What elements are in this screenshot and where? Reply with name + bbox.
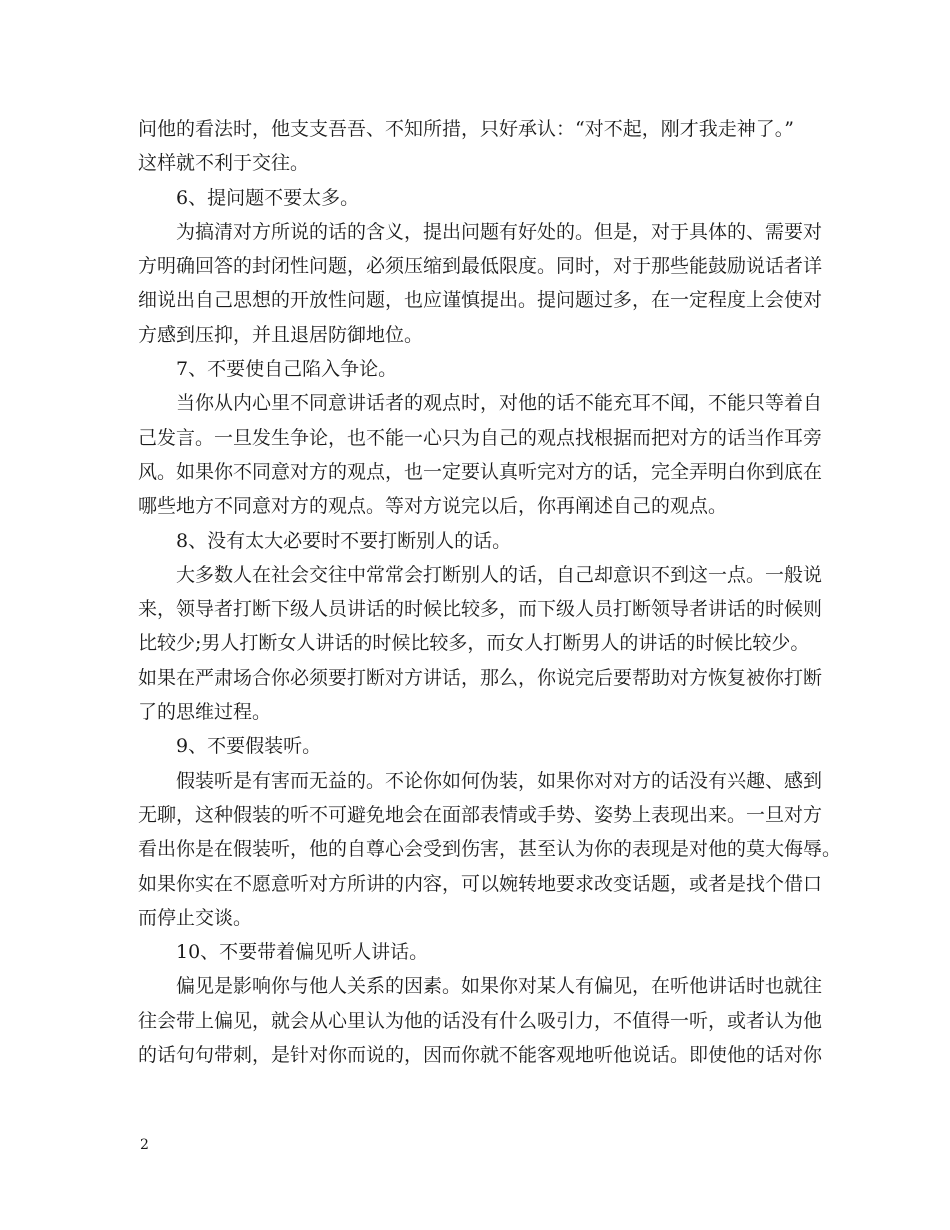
text-line: 如果你实在不愿意听对方所讲的内容，可以婉转地要求改变话题，或者是找个借口 <box>138 872 823 895</box>
text-line: 当你从内心里不同意讲话者的观点时，对他的话不能充耳不闻，不能只等着自 <box>176 392 823 415</box>
text-line: 风。如果你不同意对方的观点，也一定要认真听完对方的话，完全弄明白你到底在 <box>138 460 823 483</box>
text-line: 而停止交谈。 <box>138 906 253 929</box>
text-line: 问他的看法时，他支支吾吾、不知所措，只好承认：“对不起，刚才我走神了。” <box>138 118 794 140</box>
text-line: 这样就不利于交往。 <box>138 152 310 175</box>
text-line: 细说出自己思想的开放性问题，也应谨慎提出。提问题过多，在一定程度上会使对 <box>138 289 823 312</box>
text-line: 8、没有太大必要时不要打断别人的话。 <box>176 529 512 552</box>
text-line: 为搞清对方所说的话的含义，提出问题有好处的。但是，对于具体的、需要对 <box>176 220 823 243</box>
text-line: 了的思维过程。 <box>138 701 272 724</box>
body-text <box>138 112 842 1072</box>
text-line: 如果在严肃场合你必须要打断对方讲话，那么，你说完后要帮助对方恢复被你打断 <box>138 666 823 689</box>
text-line: 的话句句带刺，是针对你而说的，因而你就不能客观地听他说话。即使他的话对你 <box>138 1044 823 1067</box>
text-line: 偏见是影响你与他人关系的因素。如果你对某人有偏见，在听他讲话时也就往 <box>176 975 823 998</box>
text-line: 比较少;男人打断女人讲话的时候比较多，而女人打断男人的讲话的时候比较少。 <box>138 632 810 655</box>
text-line: 哪些地方不同意对方的观点。等对方说完以后，你再阐述自己的观点。 <box>138 495 728 518</box>
text-line: 己发言。一旦发生争论，也不能一心只为自己的观点找根据而把对方的话当作耳旁 <box>138 426 823 449</box>
text-line: 大多数人在社会交往中常常会打断别人的话，自己却意识不到这一点。一般说 <box>176 563 823 586</box>
text-line: 来，领导者打断下级人员讲话的时候比较多，而下级人员打断领导者讲话的时候则 <box>138 598 823 621</box>
text-line: 7、不要使自己陷入争论。 <box>176 358 398 381</box>
text-line: 假装听是有害而无益的。不论你如何伪装，如果你对对方的话没有兴趣、感到 <box>176 769 823 792</box>
text-line: 9、不要假装听。 <box>176 735 322 758</box>
text-line: 往会带上偏见，就会从心里认为他的话没有什么吸引力，不值得一听，或者认为他 <box>138 1009 823 1032</box>
text-line: 方感到压抑，并且退居防御地位。 <box>138 323 424 346</box>
text-line: 10、不要带着偏见听人讲话。 <box>176 941 429 964</box>
text-line: 6、提问题不要太多。 <box>176 186 360 209</box>
page-number: 2 <box>140 1137 149 1153</box>
text-line: 无聊，这种假装的听不可避免地会在面部表情或手势、姿势上表现出来。一旦对方 <box>138 803 823 826</box>
text-line: 看出你是在假装听，他的自尊心会受到伤害，甚至认为你的表现是对他的莫大侮辱。 <box>138 838 842 861</box>
text-line: 方明确回答的封闭性问题，必须压缩到最低限度。同时，对于那些能鼓励说话者详 <box>138 255 823 278</box>
